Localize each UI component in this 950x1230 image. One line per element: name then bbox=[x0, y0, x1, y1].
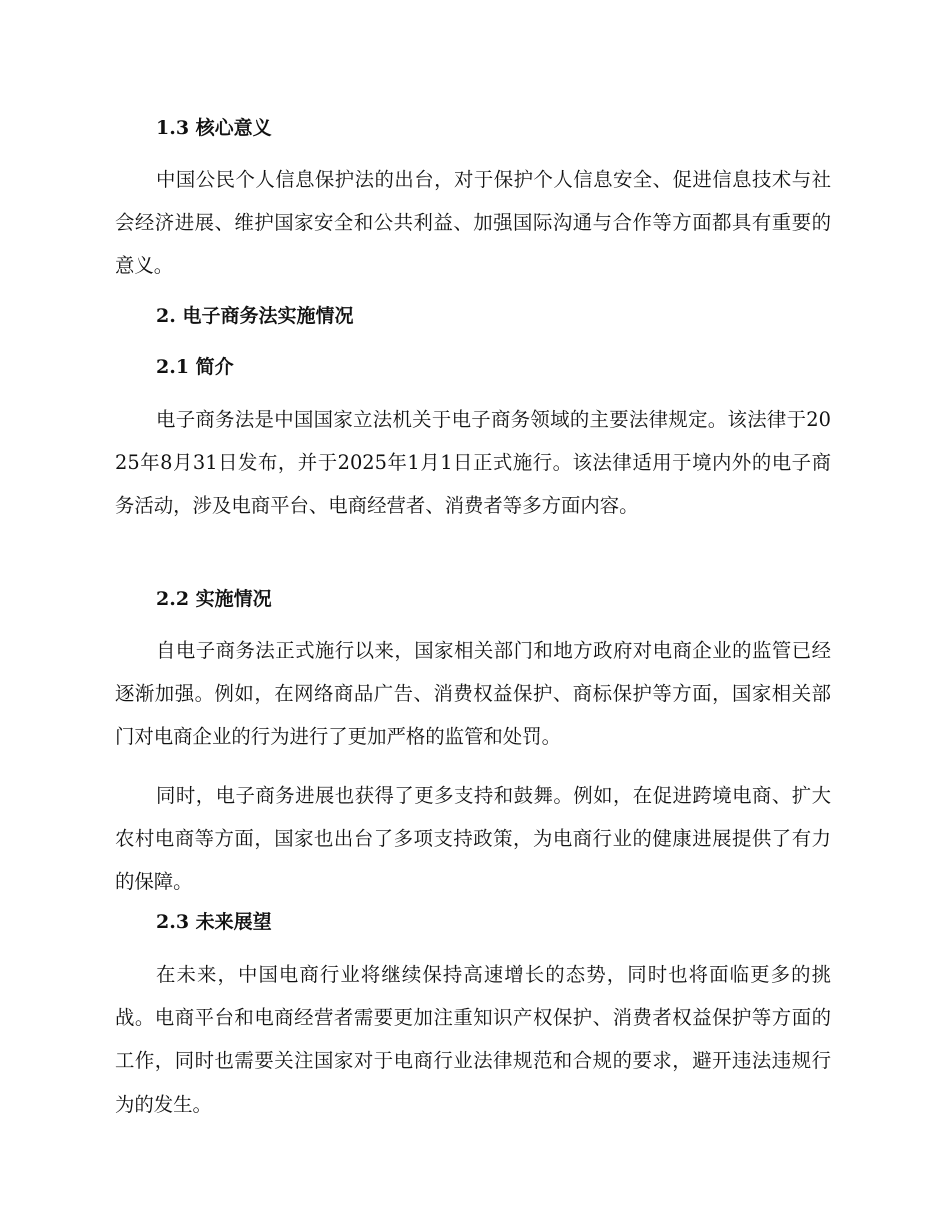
paragraph-implementation-2: 同时，电子商务进展也获得了更多支持和鼓舞。例如，在促进跨境电商、扩大农村电商等方面，国家也出台了多项支持政策，为电商行业的健康进展提供了有力的保障。 bbox=[115, 784, 831, 894]
paragraph-core-significance: 中国公民个人信息保护法的出台，对于保护个人信息安全、促进信息技术与社会经济进展、维护国家安全和公共利益、加强国际沟通与合作等方面都具有重要的意义。 bbox=[115, 168, 831, 278]
section-heading-2-2: 2.2 实施情况 bbox=[156, 588, 272, 610]
section-heading-2-1: 2.1 简介 bbox=[156, 356, 234, 378]
section-heading-2: 2. 电子商务法实施情况 bbox=[156, 305, 354, 327]
paragraph-introduction: 电子商务法是中国国家立法机关于电子商务领域的主要法律规定。该法律于2025年8月31日发布，并于2025年1月1日正式施行。该法律适用于境内外的电子商务活动，涉及电商平台、电商经营者、消费者等多方面内容。 bbox=[115, 408, 831, 518]
section-heading-2-3: 2.3 未来展望 bbox=[156, 911, 272, 933]
paragraph-implementation-1: 自电子商务法正式施行以来，国家相关部门和地方政府对电商企业的监管已经逐渐加强。例如，在网络商品广告、消费权益保护、商标保护等方面，国家相关部门对电商企业的行为进行了更加严格的监管和处罚。 bbox=[115, 639, 831, 749]
paragraph-future-outlook: 在未来，中国电商行业将继续保持高速增长的态势，同时也将面临更多的挑战。电商平台和电商经营者需要更加注重知识产权保护、消费者权益保护等方面的工作，同时也需要关注国家对于电商行业法律规范和合规的要求，避开违法违规行为的发生。 bbox=[115, 963, 831, 1116]
section-heading-1-3: 1.3 核心意义 bbox=[156, 117, 272, 139]
